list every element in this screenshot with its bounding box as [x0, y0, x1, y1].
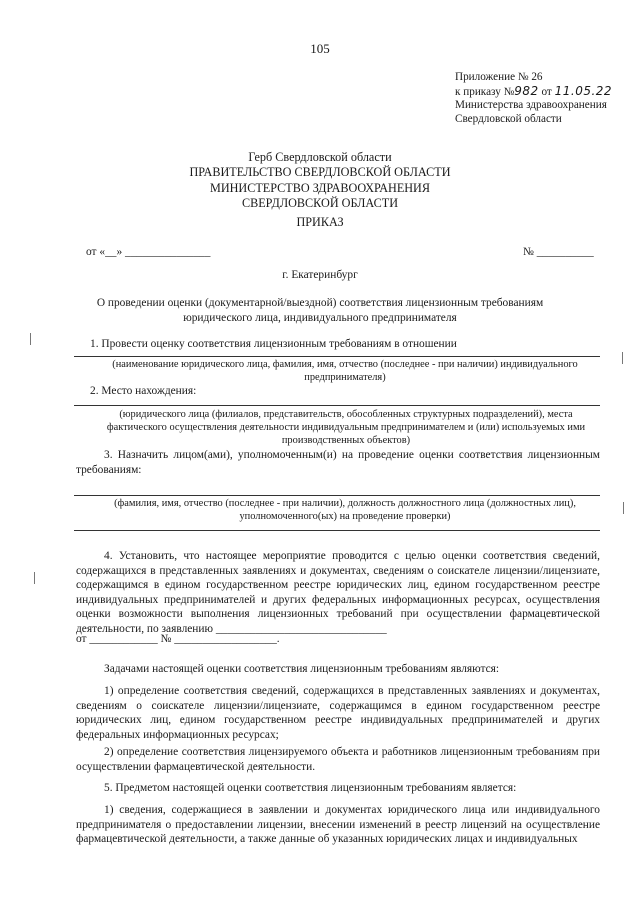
blank-line: [74, 405, 600, 406]
subject-1: 1) сведения, содержащиеся в заявлении и документах юридического лица или индивидуального предпринимателя о предоставлении лицензии, внесении изменений в реестр лицензий на осуществление фармацевтической деятельности, а также данные об указанных юридических лицах и индивидуальных: [76, 804, 600, 846]
item-4-tail: от ____________ № __________________.: [76, 633, 280, 645]
scan-mark: [28, 333, 34, 345]
item-3-caption: (фамилия, имя, отчество (последнее - при наличии), должность должностного лица (должностных лиц), уполномоченного(ых) на проведение проверки): [114, 498, 576, 522]
appendix-order-prefix: к приказу №: [455, 85, 515, 98]
appendix-region: Свердловской области: [455, 112, 562, 125]
scan-mark: [32, 572, 38, 584]
subject-line-1: О проведении оценки (документарной/выездной) соответствия лицензионным требованиям: [96, 297, 544, 309]
appendix-order-middle: от: [538, 85, 555, 98]
item-3: 3. Назначить лицом(ами), уполномоченным(и) на проведение оценки соответствия лицензионным требованиям:: [76, 449, 600, 476]
item-2-caption: (юридического лица (филиалов, представительств, обособленных структурных подразделений), места фактического осуществления деятельности индивидуальным предпринимателем и (или) используемых ими производственных объектов): [106, 409, 586, 446]
scan-mark: [621, 502, 627, 514]
item-1-caption: (наименование юридического лица, фамилия, имя, отчество (последнее - при наличии) индивидуального предпринимателя): [112, 359, 578, 383]
date-field: от «__» _______________: [86, 246, 211, 258]
number-field: № __________: [523, 246, 594, 258]
item-4: 4. Установить, что настоящее мероприятие проводится с целью оценки соответствия сведений, содержащихся в представленных заявлениях и документах, сведениям о соискателе лицензии/лицензиате, содержащимся в едином государственном реестре юридических лиц, едином государственном реестре индивидуальных предпринимателей и других федеральных информационных ресурсах, осуществления оценки возможности выполнения лицензионных требований при осуществлении фармацевтической деятельности, по заявлению ______________________________: [76, 550, 600, 635]
appendix-title: Приложение № 26: [455, 71, 543, 83]
city: г. Екатеринбург: [282, 269, 358, 281]
item-2: 2. Место нахождения:: [90, 385, 197, 397]
item-5: 5. Предметом настоящей оценки соответствия лицензионным требованиям является:: [104, 782, 517, 794]
blank-line: [74, 530, 600, 531]
document-type: ПРИКАЗ: [296, 215, 344, 229]
subject-line-2: юридического лица, индивидуального предпринимателя: [183, 312, 457, 324]
coat-of-arms-label: Герб Свердловской области: [248, 150, 392, 164]
blank-line: [74, 495, 600, 496]
task-1: 1) определение соответствия сведений, содержащихся в представленных заявлениях и документах, сведениям о соискателе лицензии/лицензиате, содержащимся в едином государственном реестре юридических лиц, едином государственном реестре индивидуальных предпринимателей и других федеральных информационных ресурсах;: [76, 685, 600, 741]
handwritten-order-date: 11.05.22: [554, 83, 613, 98]
ministry-title: МИНИСТЕРСТВО ЗДРАВООХРАНЕНИЯ: [209, 180, 430, 195]
handwritten-order-number: 982: [514, 83, 539, 98]
region-title: СВЕРДЛОВСКОЙ ОБЛАСТИ: [241, 196, 398, 211]
blank-line: [74, 356, 600, 357]
appendix-ministry: Министерства здравоохранения: [455, 99, 607, 112]
document-header: [0, 150, 640, 212]
task-2: 2) определение соответствия лицензируемого объекта и работников лицензионным требованиям при осуществлении фармацевтической деятельности.: [76, 746, 600, 773]
scan-mark: [620, 352, 626, 364]
item-1: 1. Провести оценку соответствия лицензионным требованиям в отношении: [90, 338, 457, 350]
tasks-intro: Задачами настоящей оценки соответствия лицензионным требованиям являются:: [104, 663, 500, 675]
appendix-block: [455, 71, 635, 126]
government-title: ПРАВИТЕЛЬСТВО СВЕРДЛОВСКОЙ ОБЛАСТИ: [189, 165, 451, 180]
appendix-order-line: [455, 85, 635, 100]
page-number: 105: [310, 41, 330, 56]
